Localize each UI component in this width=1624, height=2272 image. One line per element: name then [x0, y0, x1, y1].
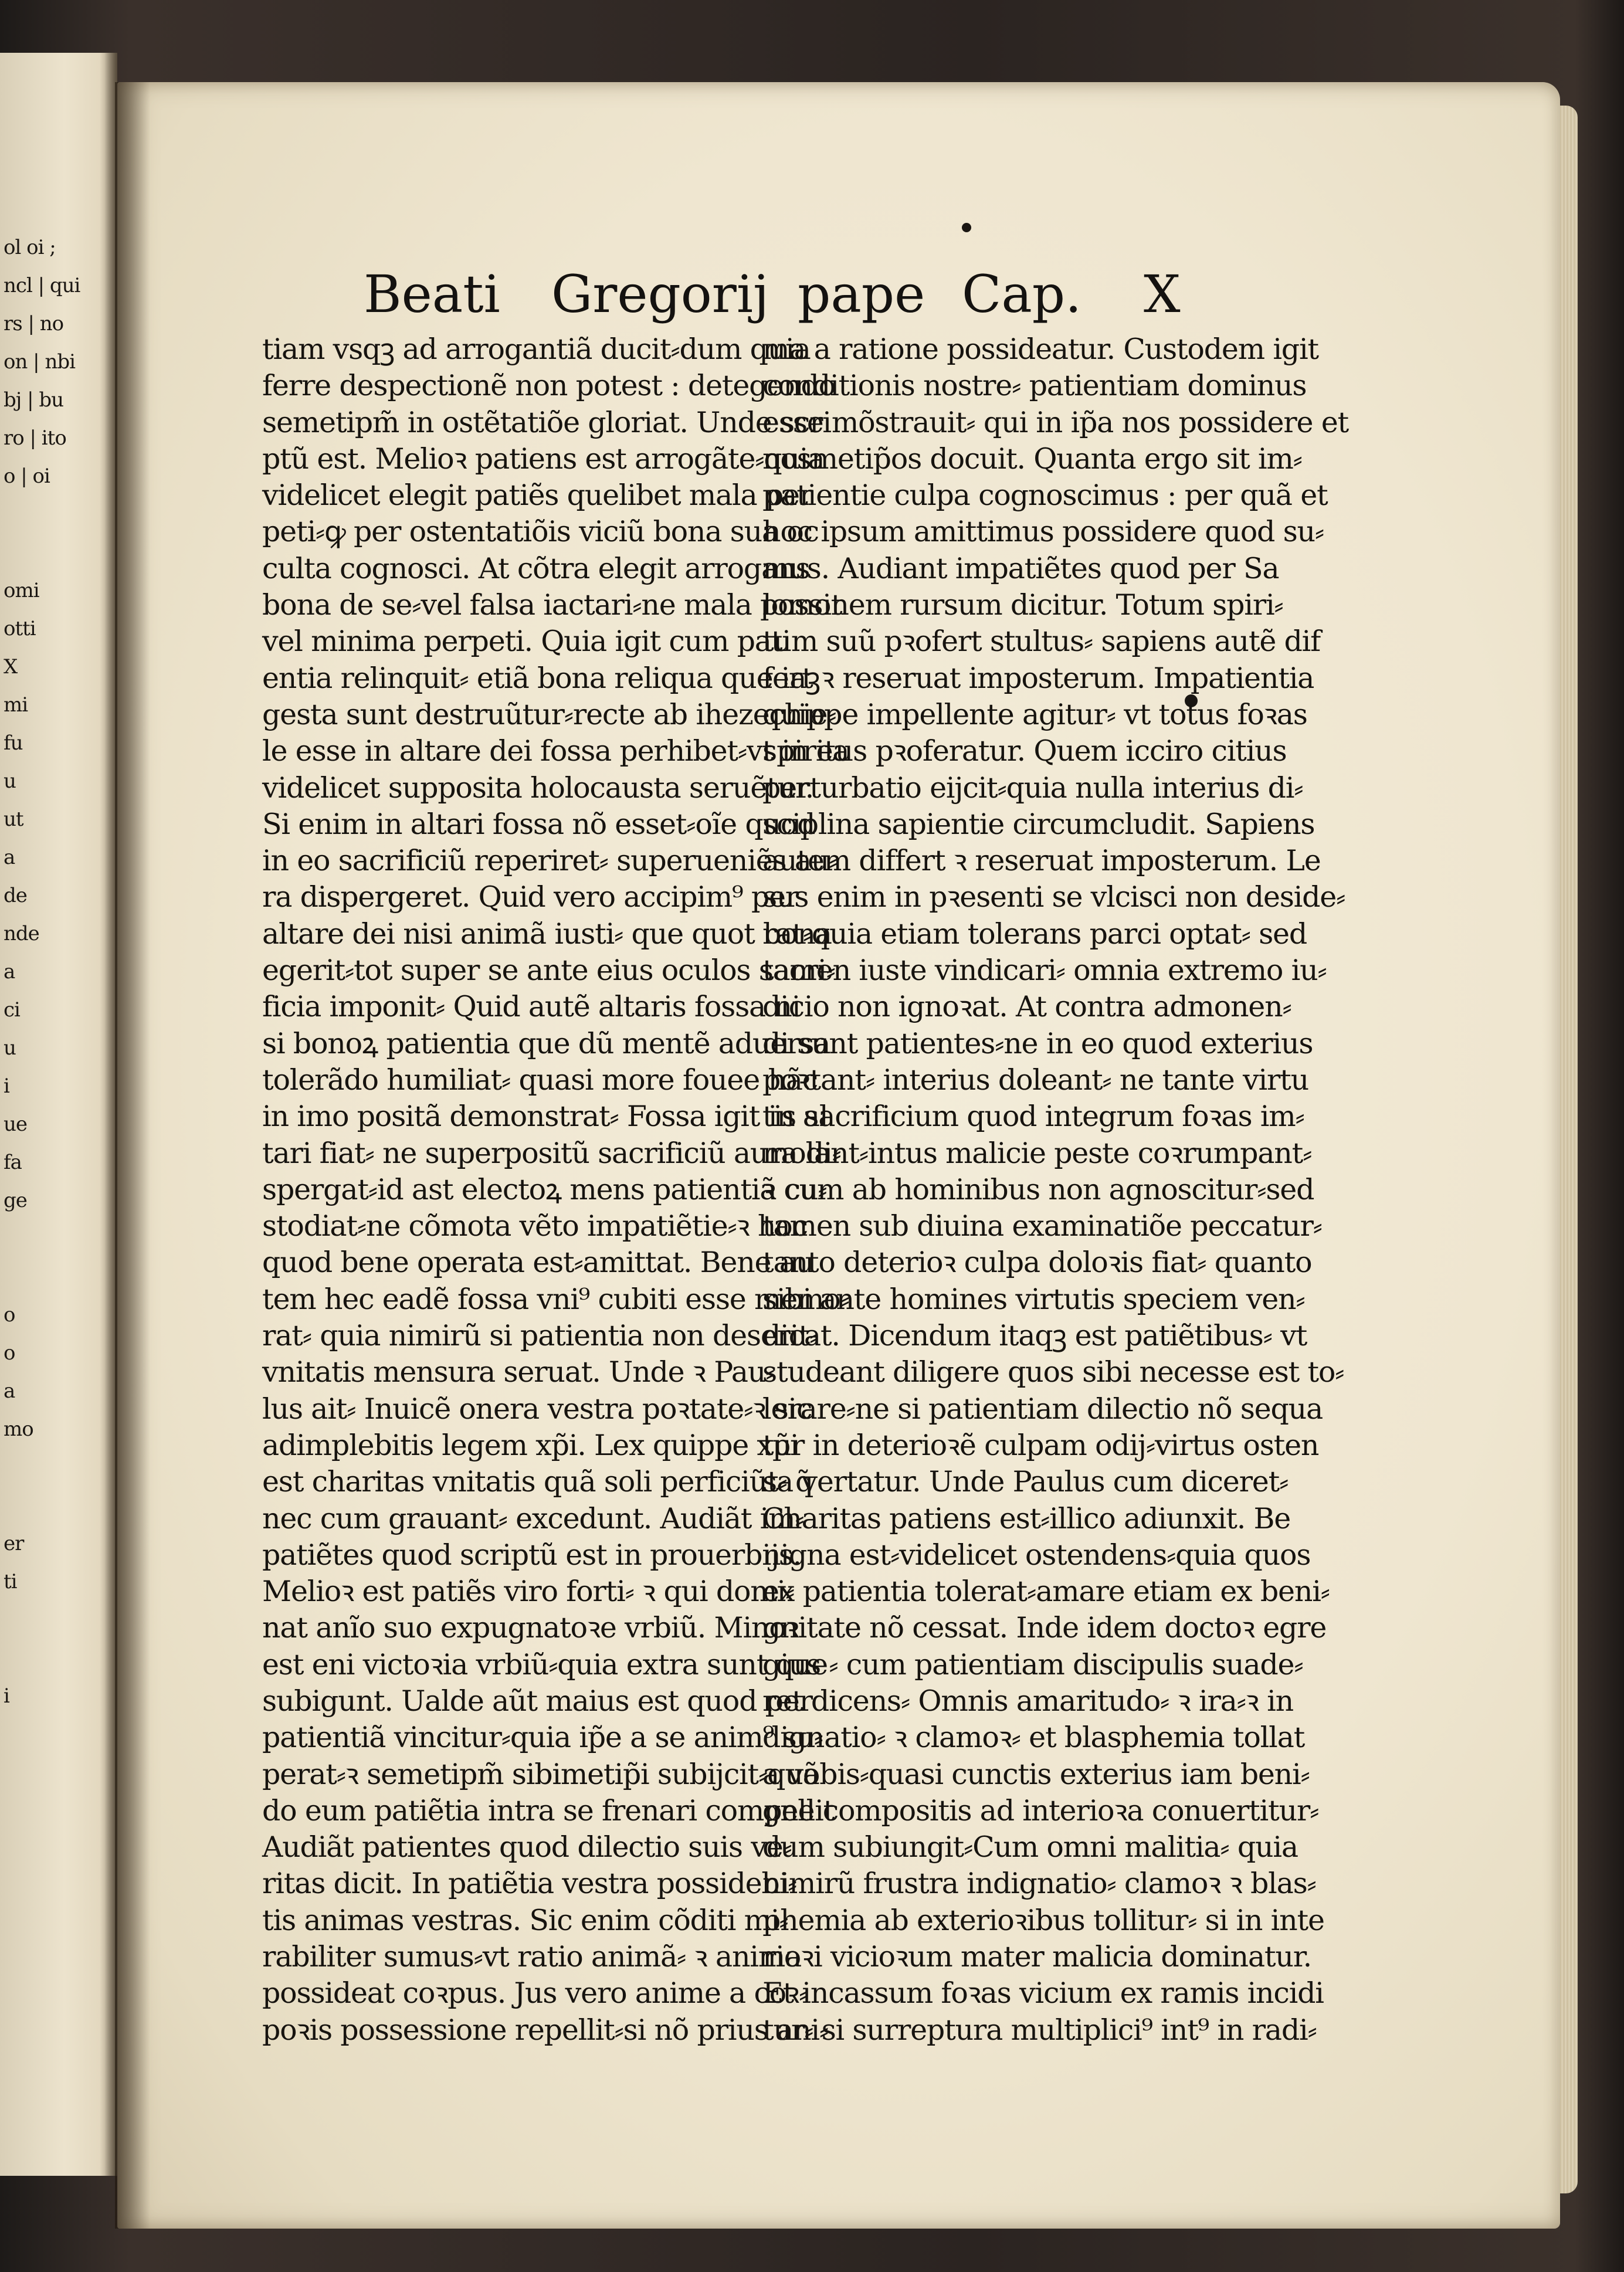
left-page-fragment: nde	[4, 922, 39, 945]
text-line: phemia ab exterioꝛibus tollitur⸗ si in inte	[762, 1903, 1324, 1937]
text-line: tur⸗ si surreptura multiplici⁹ int⁹ in radi⸗	[762, 2013, 1317, 2047]
text-line: poꝛis possessione repellit⸗si nõ prius ani⸗	[262, 2013, 828, 2047]
running-head-word-4: Cap.	[962, 264, 1082, 324]
text-line: semetipm̃ in ostẽtatiõe gloriat. Unde scri	[262, 405, 831, 439]
left-page-fragment	[4, 1487, 91, 1525]
text-line: esse mõstrauit⸗ qui in ip̃a nos possidere et	[762, 405, 1348, 439]
left-page-fragment: a	[4, 846, 15, 869]
text-line: patiẽtes quod scriptũ est in prouerbijs.	[262, 1538, 802, 1572]
text-line: vnitatis mensura seruat. Unde ꝛ Pau⸗	[262, 1355, 775, 1389]
text-line: gnitate nõ cessat. Inde idem doctoꝛ egre	[762, 1611, 1327, 1645]
text-line: est eni victoꝛia vrbiũ⸗quia extra sunt que	[262, 1647, 828, 1681]
text-line: videlicet elegit patiẽs quelibet mala per	[262, 479, 813, 513]
text-line: ex patientia tolerat⸗amare etiam ex beni⸗	[762, 1575, 1330, 1609]
text-line: ma a ratione possideatur. Custodem igit	[762, 333, 1318, 366]
text-line: molant⸗intus malicie peste coꝛrumpant⸗	[762, 1136, 1312, 1170]
text-line: Melioꝛ est patiẽs viro forti⸗ ꝛ qui domi⸗	[262, 1575, 795, 1609]
left-page-fragment: o	[4, 1303, 15, 1327]
text-line: tiam vsqꝫ ad arrogantiã ducit⸗dum quia	[262, 333, 811, 366]
text-line: ritas dicit. In patiẽtia vestra possidebi⸗	[262, 1867, 797, 1901]
text-line: ra dispergeret. Quid vero accipim⁹ per	[262, 880, 799, 914]
text-line: culta cognosci. At cõtra elegit arrogans	[262, 551, 810, 585]
left-page-fragment: a	[4, 960, 15, 984]
text-line: tolerãdo humiliat⸗ quasi more fouee hãc	[262, 1063, 818, 1097]
left-page-fragment: ncl | qui	[4, 274, 80, 297]
text-line: a vobis⸗quasi cunctis exterius iam beni⸗	[762, 1757, 1310, 1791]
text-line: rat⸗quia etiam tolerans parci optat⸗ sed	[762, 917, 1307, 951]
text-line: dignatio⸗ ꝛ clamoꝛ⸗ et blasphemia tollat	[762, 1721, 1305, 1755]
text-line: rat⸗ quia nimirũ si patientia non deserit⸗	[262, 1319, 818, 1353]
left-page-fragment	[4, 1220, 91, 1258]
text-line: altare dei nisi animã iusti⸗ que quot bona	[262, 917, 832, 951]
text-line: dicio non ignoꝛat. At contra admonen⸗	[762, 990, 1291, 1024]
left-page-fragment	[4, 1601, 91, 1639]
text-line: spiritus pꝛoferatur. Quem icciro citius	[762, 734, 1287, 768]
text-line: sciplina sapientie circumcludit. Sapiens	[762, 807, 1315, 841]
text-line: patientie culpa cognoscimus : per quã et	[762, 479, 1328, 513]
text-line: entia relinquit⸗ etiã bona reliqua que iaꝫ	[262, 661, 821, 695]
left-page-fragment: fu	[4, 731, 23, 755]
text-line: poꝛtant⸗ interius doleant⸗ ne tante virtu	[762, 1063, 1309, 1097]
left-page-fragment: ti	[4, 1570, 17, 1593]
text-line: dicat. Dicendum itaqꝫ est patiẽtibus⸗ vt	[762, 1319, 1307, 1353]
text-line: Charitas patiens est⸗illico adiunxit. Be	[762, 1501, 1291, 1535]
left-page-fragment: er	[4, 1532, 24, 1555]
left-page-fragment: i	[4, 1684, 9, 1708]
left-page-fragment: de	[4, 884, 27, 907]
left-page-fragment: mo	[4, 1418, 33, 1441]
text-line: tanto deterioꝛ culpa doloꝛis fiat⸗ quanto	[762, 1246, 1312, 1280]
left-facing-page	[0, 53, 117, 2176]
left-page-fragment: i	[4, 1074, 9, 1098]
left-page-fragment: omi	[4, 579, 39, 602]
text-line: dum subiungit⸗Cum omni malitia⸗ quia	[762, 1830, 1298, 1864]
left-page-fragment: on | nbi	[4, 350, 75, 374]
text-line: gne compositis ad interioꝛa conuertitur⸗	[762, 1793, 1319, 1827]
text-line: in eo sacrificiũ reperiret⸗ superueniẽs au⸗	[262, 844, 838, 878]
chapter-number: X	[1144, 264, 1181, 324]
left-page-fragment	[4, 1449, 91, 1487]
text-line: nosmetip̃os docuit. Quanta ergo sit im⸗	[762, 442, 1302, 476]
text-line: perat⸗ꝛ semetipm̃ sibimetip̃i subijcit⸗quã	[262, 1757, 819, 1791]
left-page-fragment: u	[4, 769, 16, 793]
left-page-fragment	[4, 534, 91, 572]
text-line: sus enim in pꝛesenti se vlcisci non deside⸗	[762, 880, 1345, 914]
text-line: Audiãt patientes quod dilectio suis ve⸗	[262, 1830, 792, 1864]
gutter-shadow	[115, 82, 150, 2229]
running-head-word-1: Beati	[364, 264, 500, 324]
left-page-fragment: fa	[4, 1151, 22, 1174]
text-line: quippe impellente agitur⸗ vt totus foꝛas	[762, 697, 1307, 731]
text-line: nigna est⸗videlicet ostendens⸗quia quos	[762, 1538, 1311, 1572]
text-line: adimplebitis legem xp̃i. Lex quippe xp̃i	[262, 1428, 799, 1462]
text-line: patientiã vincitur⸗quia ip̃e a se anim⁹ su⸗	[262, 1721, 823, 1755]
text-line: mus. Audiant impatiẽtes quod per Sa	[762, 551, 1279, 585]
text-line: rabiliter sumus⸗vt ratio animã⸗ ꝛ anima	[262, 1940, 802, 1974]
text-line: gius ⸗ cum patientiam discipulis suade⸗	[762, 1647, 1303, 1681]
ink-dot	[962, 223, 971, 232]
text-line: le esse in altare dei fossa perhibet⸗vt in ea	[262, 734, 849, 768]
text-line: ferre despectionẽ non potest : detegendo	[262, 369, 835, 403]
text-line: nimirũ frustra indignatio⸗ clamoꝛ ꝛ blas⸗	[762, 1867, 1316, 1901]
left-page-fragment: mi	[4, 693, 28, 717]
text-line: gesta sunt destruũtur⸗recte ab ihezechie⸗	[262, 697, 836, 731]
text-line: est charitas vnitatis quã soli perficiũt⸗ q̃	[262, 1465, 813, 1499]
text-line: bona de se⸗vel falsa iactari⸗ne mala possit	[262, 588, 842, 622]
left-page-fragment: X	[4, 655, 18, 679]
text-line: tamen sub diuina examinatiõe peccatur⸗	[762, 1209, 1322, 1243]
left-page-fragment	[4, 1639, 91, 1677]
text-line: si bonoꝝ patientia que dũ mentẽ aduersa	[262, 1026, 830, 1060]
text-line: in imo positã demonstrat⸗ Fossa igit in al	[262, 1100, 828, 1134]
text-line: nec cum grauant⸗ excedunt. Audiãt im⸗	[262, 1501, 804, 1535]
left-page-fragment: a	[4, 1379, 15, 1403]
left-page-fragment: otti	[4, 617, 36, 640]
left-page-fragment: bj | bu	[4, 388, 64, 412]
text-line: lus ait⸗ Inuicẽ onera vestra poꝛtate⸗ꝛ sic	[262, 1392, 812, 1426]
text-line: rioꝛi vicioꝛum mater malicia dominatur.	[762, 1940, 1311, 1974]
text-column-left	[262, 331, 849, 2049]
text-line: tari fiat⸗ ne superpositũ sacrificiũ aura di⸗	[262, 1136, 841, 1170]
left-page-fragment: o | oi	[4, 464, 50, 488]
left-page-fragment	[4, 496, 91, 534]
left-page-fragment: rs | no	[4, 312, 64, 335]
text-line: quod bene operata est⸗amittat. Bene au	[262, 1246, 814, 1280]
text-line: perturbatio eijcit⸗quia nulla interius di⸗	[762, 771, 1303, 805]
running-head-word-2: Gregorij	[551, 264, 769, 324]
text-line: tum suũ pꝛofert stultus⸗ sapiens autẽ dif	[762, 625, 1321, 659]
text-line: possideat coꝛpus. Jus vero anime a coꝛ⸗	[262, 1976, 808, 2010]
text-column-right	[762, 331, 1348, 2049]
text-line: videlicet supposita holocausta seruẽtur.	[262, 771, 814, 805]
running-head-word-3: pape	[798, 264, 925, 324]
running-head	[364, 264, 1196, 334]
left-page-fragment: u	[4, 1036, 16, 1060]
text-line: stodiat⸗ne cõmota vẽto impatiẽtie⸗ꝛ hoc	[262, 1209, 808, 1243]
left-page-fragment: ci	[4, 998, 20, 1022]
text-line: tur in deterioꝛẽ culpam odij⸗virtus osten	[762, 1428, 1319, 1462]
text-line: sibi ante homines virtutis speciem ven⸗	[762, 1282, 1305, 1316]
left-page-fragment	[4, 1258, 91, 1296]
text-line: tis sacrificium quod integrum foꝛas im⸗	[762, 1100, 1304, 1134]
text-line: ficia imponit⸗ Quid autẽ altaris fossa ni	[262, 990, 801, 1024]
text-line: peti⸗ꝙ per ostentatiõis viciũ bona sua oc	[262, 515, 819, 549]
text-line: conditionis nostre⸗ patientiam dominus	[762, 369, 1307, 403]
text-line: subigunt. Ualde aũt maius est quod per	[262, 1684, 812, 1718]
text-line: Et incassum foꝛas vicium ex ramis incidi	[762, 1976, 1324, 2010]
text-line: nat anĩo suo expugnatoꝛe vrbiũ. Minoꝛ	[262, 1611, 799, 1645]
left-page-fragment: ut	[4, 808, 23, 831]
text-line: ꝛ cum ab hominibus non agnoscitur⸗sed	[762, 1172, 1314, 1206]
text-line: tamen iuste vindicari⸗ omnia extremo iu⸗	[762, 954, 1327, 988]
text-line: egerit⸗tot super se ante eius oculos sacri⸗	[262, 954, 835, 988]
text-line: tis animas vestras. Sic enim cõditi mi⸗	[262, 1903, 788, 1937]
text-line: autem differt ꝛ reseruat imposterum. Le	[762, 844, 1321, 878]
text-line: lomonem rursum dicitur. Totum spiri⸗	[762, 588, 1283, 622]
text-line: sa vertatur. Unde Paulus cum diceret⸗	[762, 1465, 1289, 1499]
left-page-text-fragments	[4, 229, 91, 1715]
text-line: Si enim in altari fossa nõ esset⸗oĩe quod	[262, 807, 815, 841]
text-line: tem hec eadẽ fossa vni⁹ cubiti esse memo⸗	[262, 1282, 849, 1316]
left-page-fragment: ol oi ;	[4, 236, 56, 259]
text-line: fert ꝛ reseruat imposterum. Impatientia	[762, 661, 1314, 695]
text-line: hoc ipsum amittimus possidere quod su⸗	[762, 515, 1324, 549]
text-line: spergat⸗id ast electoꝝ mens patientiã cu⸗	[262, 1172, 827, 1206]
left-page-fragment: ge	[4, 1189, 27, 1212]
text-line: studeant diligere quos sibi necesse est to⸗	[762, 1355, 1344, 1389]
left-page-fragment: o	[4, 1341, 15, 1365]
text-line: do eum patiẽtia intra se frenari compellit	[262, 1793, 835, 1827]
left-page-fragment: ue	[4, 1113, 28, 1136]
text-line: vel minima perpeti. Quia igit cum pati	[262, 625, 791, 659]
text-line: ret dicens⸗ Omnis amaritudo⸗ ꝛ ira⸗ꝛ in	[762, 1684, 1294, 1718]
text-line: ptũ est. Melioꝛ patiens est arrogãte⸗quia	[262, 442, 825, 476]
text-line: lerare⸗ne si patientiam dilectio nõ sequa	[762, 1392, 1323, 1426]
left-page-fragment: ro | ito	[4, 426, 66, 450]
text-line: di sunt patientes⸗ne in eo quod exterius	[762, 1026, 1313, 1060]
